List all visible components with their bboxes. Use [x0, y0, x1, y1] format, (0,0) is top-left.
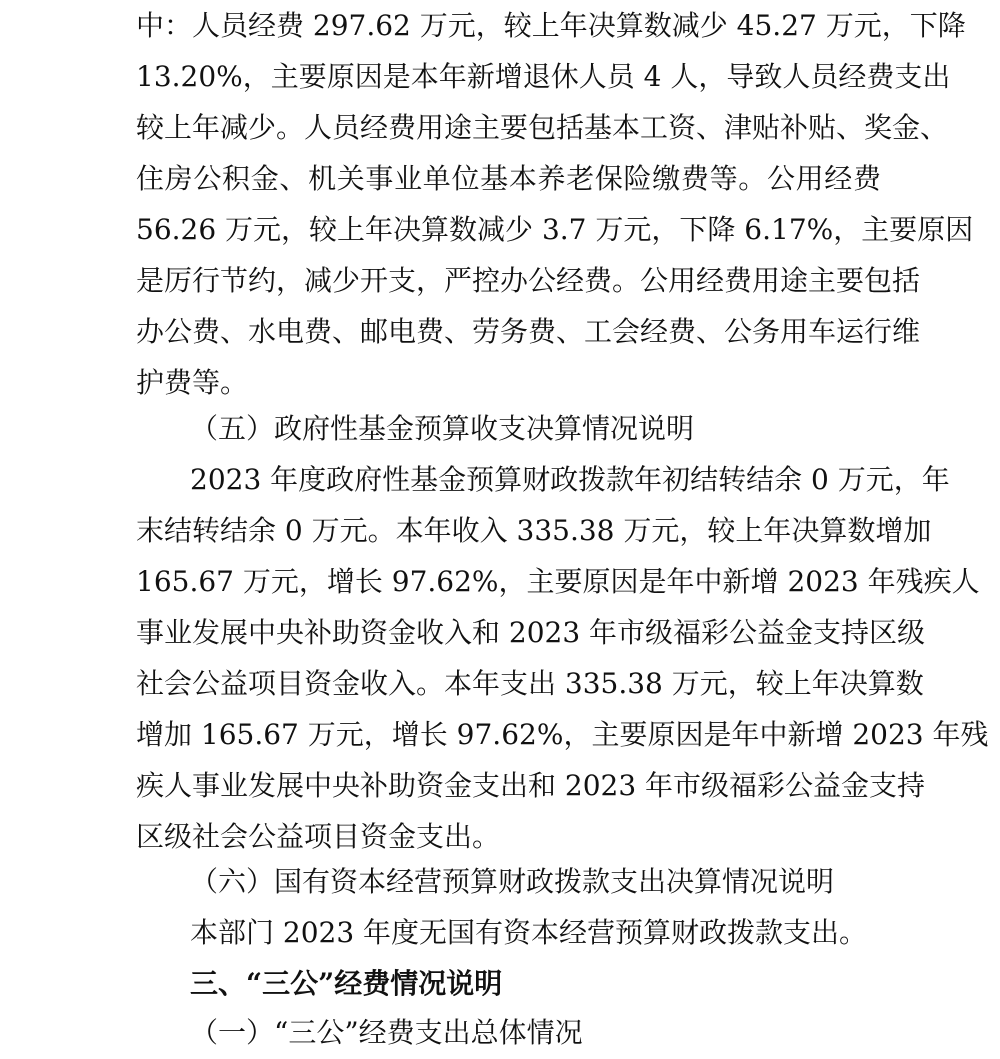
paragraph-line: 本部门 2023 年度无国有资本经营预算财政拨款支出。 — [190, 916, 868, 949]
paragraph-line: 区级社会公益项目资金支出。 — [136, 820, 501, 853]
paragraph-line: 护费等。 — [136, 366, 249, 399]
paragraph-line: 事业发展中央补助资金收入和 2023 年市级福彩公益金支持区级 — [136, 616, 926, 649]
paragraph-line: 165.67 万元，增长 97.62%，主要原因是年中新增 2023 年残疾人 — [136, 565, 980, 598]
paragraph-line: 办公费、水电费、邮电费、劳务费、工会经费、公务用车运行维 — [136, 315, 921, 348]
paragraph-line: 2023 年度政府性基金预算财政拨款年初结转结余 0 万元，年 — [190, 463, 950, 496]
subsection-heading-1: （一）“三公”经费支出总体情况 — [190, 1016, 583, 1049]
paragraph-line: 中：人员经费 297.62 万元，较上年决算数减少 45.27 万元，下降 — [136, 9, 966, 42]
paragraph-line: 56.26 万元，较上年决算数减少 3.7 万元，下降 6.17%，主要原因 — [136, 213, 974, 246]
paragraph-line: 13.20%，主要原因是本年新增退休人员 4 人，导致人员经费支出 — [136, 60, 951, 93]
part-heading-3: 三、“三公”经费情况说明 — [190, 967, 503, 1000]
section-heading-5: （五）政府性基金预算收支决算情况说明 — [190, 412, 695, 445]
paragraph-line: 末结转结余 0 万元。本年收入 335.38 万元，较上年决算数增加 — [136, 514, 932, 547]
paragraph-line: 疾人事业发展中央补助资金支出和 2023 年市级福彩公益金支持 — [136, 769, 926, 802]
paragraph-line: 是厉行节约，减少开支，严控办公经费。公用经费用途主要包括 — [136, 264, 921, 297]
section-heading-6: （六）国有资本经营预算财政拨款支出决算情况说明 — [190, 865, 835, 898]
paragraph-line: 住房公积金、机关事业单位基本养老保险缴费等。公用经费 — [136, 162, 881, 195]
paragraph-line: 社会公益项目资金收入。本年支出 335.38 万元，较上年决算数 — [136, 667, 924, 700]
paragraph-line: 增加 165.67 万元，增长 97.62%，主要原因是年中新增 2023 年残 — [136, 718, 989, 751]
paragraph-line: 较上年减少。人员经费用途主要包括基本工资、津贴补贴、奖金、 — [136, 111, 949, 144]
